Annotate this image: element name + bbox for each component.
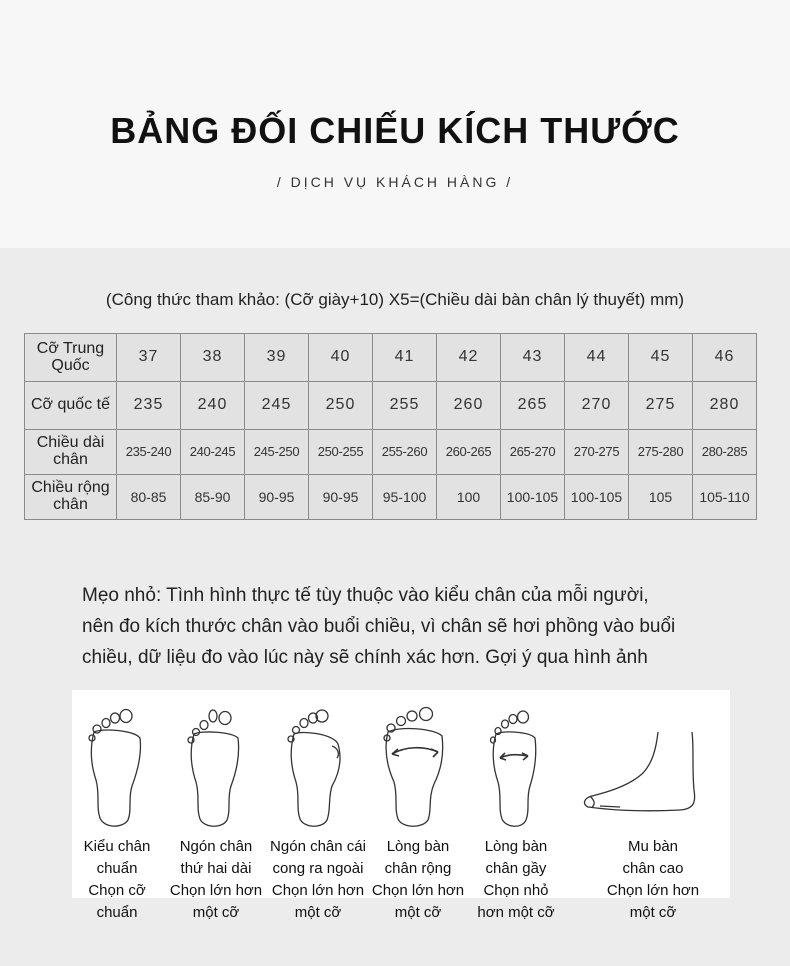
row-label-line: Chiều rộng — [31, 479, 110, 497]
table-cell: 37 — [117, 334, 181, 382]
size-table — [24, 333, 757, 520]
table-cell: 100 — [437, 475, 501, 520]
table-cell: 245 — [245, 382, 309, 430]
table-cell: 90-95 — [245, 475, 309, 520]
caption-line: chuẩn — [96, 904, 138, 921]
caption-line: chân rộng — [384, 860, 452, 877]
table-cell: 105 — [629, 475, 693, 520]
table-cell: 270-275 — [565, 430, 629, 475]
caption-line: một cỡ — [394, 904, 442, 921]
foot-caption — [461, 836, 571, 924]
table-cell: 80-85 — [117, 475, 181, 520]
high-instep-foot-icon — [580, 730, 710, 820]
caption-line: Chọn lớn hơn — [371, 882, 465, 899]
table-cell: 85-90 — [181, 475, 245, 520]
foot-caption — [363, 836, 473, 924]
foot-caption — [161, 836, 271, 924]
tip-paragraph — [82, 580, 742, 673]
caption-line: cong ra ngoài — [272, 860, 364, 877]
row-label-foot-width — [25, 475, 117, 520]
table-row — [25, 334, 757, 382]
caption-line: Ngón chân cái — [270, 838, 366, 855]
table-row — [25, 475, 757, 520]
table-row — [25, 382, 757, 430]
table-cell: 95-100 — [373, 475, 437, 520]
tip-line: chiều, dữ liệu đo vào lúc này sẽ chính xác hơn. Gợi ý qua hình ảnh — [82, 647, 648, 668]
caption-line: Chọn lớn hơn — [169, 882, 263, 899]
caption-line: Lòng bàn — [484, 838, 548, 855]
table-cell: 255 — [373, 382, 437, 430]
page-title: BẢNG ĐỐI CHIẾU KÍCH THƯỚC — [110, 110, 680, 151]
table-cell: 240-245 — [181, 430, 245, 475]
header-section — [0, 0, 790, 248]
table-cell: 260 — [437, 382, 501, 430]
table-cell: 250-255 — [309, 430, 373, 475]
tip-line: nên đo kích thước chân vào buổi chiều, vì chân sẽ hơi phồng vào buổi — [82, 616, 676, 637]
caption-line: Chọn lớn hơn — [606, 882, 700, 899]
caption-line: Lòng bàn — [386, 838, 450, 855]
caption-line: một cỡ — [294, 904, 342, 921]
narrow-foot-icon — [480, 702, 552, 832]
table-cell: 42 — [437, 334, 501, 382]
table-cell: 275-280 — [629, 430, 693, 475]
table-cell: 250 — [309, 382, 373, 430]
table-cell: 38 — [181, 334, 245, 382]
formula-text: (Công thức tham khảo: (Cỡ giày+10) X5=(Chiều dài bàn chân lý thuyết) mm) — [105, 290, 685, 309]
row-label-line: Quốc — [51, 356, 90, 374]
caption-line: một cỡ — [192, 904, 240, 921]
table-cell: 46 — [693, 334, 757, 382]
caption-line: Mu bàn — [627, 838, 679, 855]
row-label-line: Cỡ Trung — [36, 339, 105, 357]
caption-line: Chọn cỡ — [88, 882, 146, 899]
normal-foot-icon — [82, 702, 154, 832]
caption-line: chân gầy — [485, 860, 547, 877]
caption-line: chân cao — [622, 860, 684, 877]
table-cell: 43 — [501, 334, 565, 382]
page-subtitle: / DỊCH VỤ KHÁCH HÀNG / — [276, 174, 514, 190]
caption-line: Ngón chân — [179, 838, 253, 855]
table-cell: 100-105 — [501, 475, 565, 520]
row-label-foot-length — [25, 430, 117, 475]
table-cell: 235-240 — [117, 430, 181, 475]
table-cell: 235 — [117, 382, 181, 430]
long-second-toe-foot-icon — [180, 702, 252, 832]
row-label-line: Cỡ quốc tế — [31, 396, 110, 414]
table-cell: 260-265 — [437, 430, 501, 475]
row-label-line: Chiều dài — [36, 434, 105, 452]
row-label-intl-size — [25, 382, 117, 430]
foot-caption — [62, 836, 172, 924]
caption-line: Chọn nhỏ — [483, 882, 549, 899]
table-cell: 40 — [309, 334, 373, 382]
caption-line: Chọn lớn hơn — [271, 882, 365, 899]
row-label-line: chân — [53, 451, 88, 468]
table-cell: 100-105 — [565, 475, 629, 520]
table-cell: 270 — [565, 382, 629, 430]
caption-line: chuẩn — [96, 860, 138, 877]
table-cell: 44 — [565, 334, 629, 382]
table-cell: 41 — [373, 334, 437, 382]
table-cell: 245-250 — [245, 430, 309, 475]
bunion-foot-icon — [280, 702, 352, 832]
table-cell: 255-260 — [373, 430, 437, 475]
caption-line: một cỡ — [629, 904, 677, 921]
table-cell: 105-110 — [693, 475, 757, 520]
caption-line: thứ hai dài — [180, 860, 252, 877]
table-cell: 275 — [629, 382, 693, 430]
tip-line: Mẹo nhỏ: Tình hình thực tế tùy thuộc vào kiểu chân của mỗi người, — [82, 585, 649, 606]
table-cell: 90-95 — [309, 475, 373, 520]
table-row — [25, 430, 757, 475]
table-cell: 45 — [629, 334, 693, 382]
table-cell: 280-285 — [693, 430, 757, 475]
table-cell: 265 — [501, 382, 565, 430]
table-cell: 39 — [245, 334, 309, 382]
table-cell: 265-270 — [501, 430, 565, 475]
wide-foot-icon — [380, 702, 452, 832]
row-label-china-size — [25, 334, 117, 382]
table-cell: 280 — [693, 382, 757, 430]
caption-line: hơn một cỡ — [477, 904, 555, 921]
caption-line: Kiểu chân — [83, 838, 151, 855]
table-cell: 240 — [181, 382, 245, 430]
foot-caption — [263, 836, 373, 924]
foot-caption — [598, 836, 708, 924]
row-label-line: chân — [53, 496, 88, 513]
